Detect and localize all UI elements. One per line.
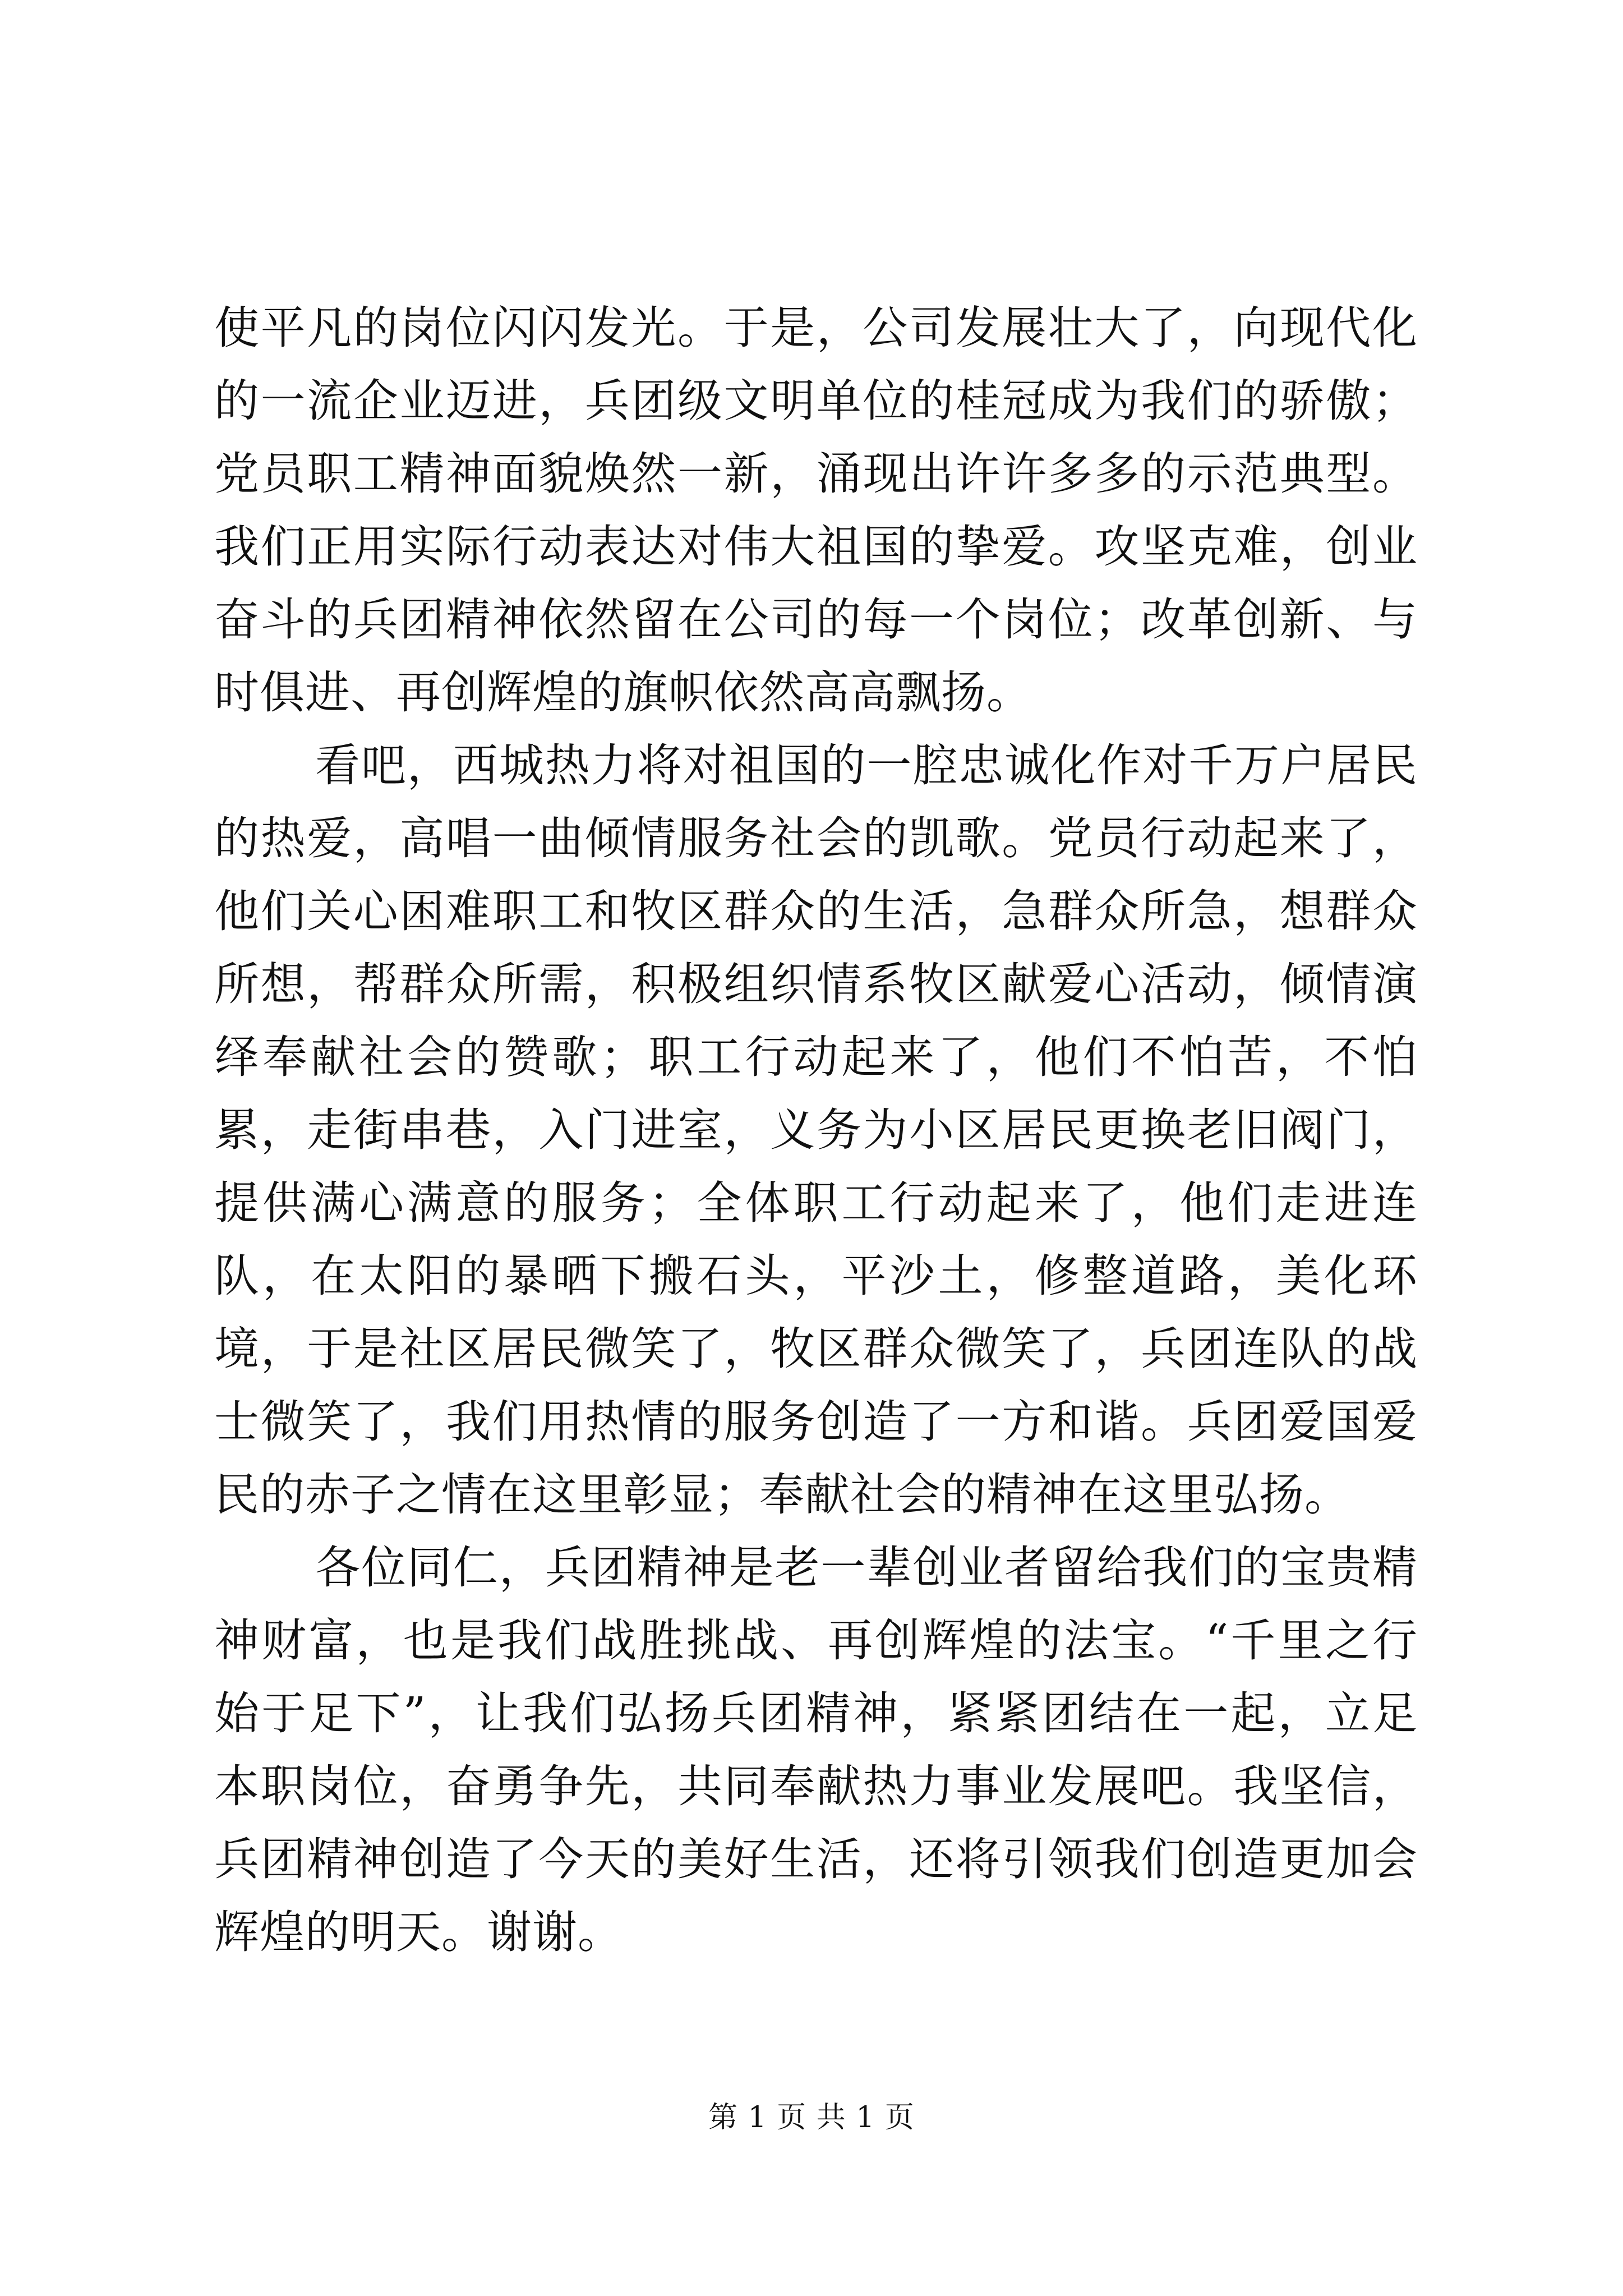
page-number: 第 1 页 共 1 页 <box>708 2101 915 2134</box>
page-footer <box>0 2098 1623 2137</box>
paragraph-1: 使平凡的岗位闪闪发光。于是，公司发展壮大了，向现代化的一流企业迈进，兵团级文明单位的桂冠成为我们的骄傲；党员职工精神面貌焕然一新，涌现出许许多多的示范典型。我们正用实际行动表达对伟大祖国的挚爱。攻坚克难，创业奋斗的兵团精神依然留在公司的每一个岗位；改革创新、与时俱进、再创辉煌的旗帜依然高高飘扬。 <box>214 302 1418 719</box>
document-body <box>214 292 1418 1969</box>
paragraph-2: 看吧，西城热力将对祖国的一腔忠诚化作对千万户居民的热爱，高唱一曲倾情服务社会的凯歌。党员行动起来了，他们关心困难职工和牧区群众的生活，急群众所急，想群众所想，帮群众所需，积极组织情系牧区献爱心活动，倾情演绎奉献社会的赞歌；职工行动起来了，他们不怕苦，不怕累，走街串巷，入门进室，义务为小区居民更换老旧阀门，提供满心满意的服务；全体职工行动起来了，他们走进连队，在太阳的暴晒下搬石头，平沙土，修整道路，美化环境，于是社区居民微笑了，牧区群众微笑了，兵团连队的战士微笑了，我们用热情的服务创造了一方和谐。兵团爱国爱民的赤子之情在这里彰显；奉献社会的精神在这里弘扬。 <box>214 739 1418 1521</box>
paragraph-3: 各位同仁，兵团精神是老一辈创业者留给我们的宝贵精神财富，也是我们战胜挑战、再创辉煌的法宝。“千里之行始于足下”，让我们弘扬兵团精神，紧紧团结在一起，立足本职岗位，奋勇争先，共同奉献热力事业发展吧。我坚信，兵团精神创造了今天的美好生活，还将引领我们创造更加会辉煌的明天。谢谢。 <box>214 1542 1418 1958</box>
